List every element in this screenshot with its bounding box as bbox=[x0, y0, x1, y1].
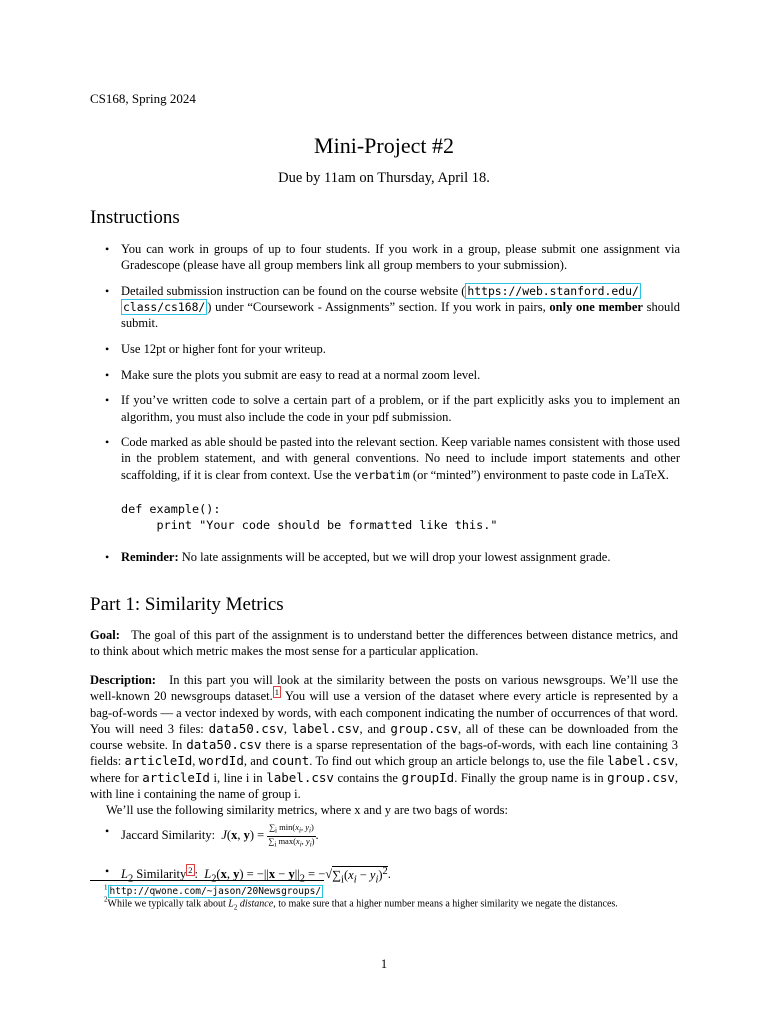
page-number: 1 bbox=[380, 957, 388, 971]
bullet-icon: • bbox=[105, 864, 110, 879]
bullet-icon: • bbox=[105, 435, 110, 450]
part1-heading: Part 1: Similarity Metrics bbox=[90, 594, 284, 615]
course-website-link[interactable]: https://web.stanford.edu/ bbox=[467, 283, 639, 298]
bullet-icon: • bbox=[105, 342, 110, 357]
list-item: • Code marked as able should be pasted into the relevant section. Keep variable names consistent with those used in the problem statement, and with general conventions. No need to include import statements and other scaffolding, if it is clear from context. Use the verbatim (or “minted”) environment to paste code in LaTeX. def example(): print "Your code should be formatted like this." bbox=[105, 435, 680, 533]
bullet-icon: • bbox=[105, 242, 110, 256]
goal-paragraph: Goal: The goal of this part of the assignment is to understand better the differences between distance metrics, and to think about which metric makes the most sense for a particular application. bbox=[90, 628, 679, 659]
bullet-icon: • bbox=[105, 367, 110, 382]
footnote-ref-2[interactable]: 2 bbox=[188, 865, 193, 876]
list-item: • You can work in groups of up to four students. If you work in a group, please submit one assignment via Gradescope (please have all group members link all group members to your submission). bbox=[105, 242, 680, 273]
list-item: • Detailed submission instruction can be found on the course website ( https://web.stanford.edu/ class/cs168/ ) under “Coursework - Assignments” section. If you work in pairs, only one member should submit. bbox=[105, 283, 680, 331]
jaccard-formula: $\frac{\sum_i \min(x_i, y_i)}{\sum_i \max(x_i, y_i)}$ bbox=[268, 822, 315, 849]
description-paragraph: Description: In this part you will look at the similarity between the posts on various newsgroups. We’ll use the well-known 20 newsgroups dataset. $^1$ You will use a version of the dataset where every article is represented by a bag-of-words — a vector indexed by words, with each component indicating the number of occurrences of that word. You will need 3 files: data50.csv, label.csv, and group.csv, all of these can be downloaded from the course website. In data50.csv there is a sparse representation of the bags-of-words, with each line containing 3 fields: articleId, wordId, and count. To find out which group an article belongs to, use the file label.csv, where for articleId i, line i in label.csv contains the groupId. Finally the group name is in group.csv, with line i containing the name of group i. We’ll use the following similarity metrics, where x and y are two bags of words: bbox=[90, 673, 679, 818]
list-item-l2: • $L_2$ Similarity $^2$ : $L_2(x$, $y) = -||x - y||_2 = -√\sum_i(x_i - y_i)^2$. bbox=[105, 864, 391, 886]
due-date: Due by 11am on Thursday, April 18. bbox=[278, 170, 490, 186]
footnote-rule bbox=[90, 880, 324, 881]
list-item: • Make sure the plots you submit are easy to read at a normal zoom level. bbox=[105, 367, 481, 382]
page-title: Mini-Project #2 bbox=[314, 133, 454, 158]
list-item: • If you’ve written code to solve a certain part of a problem, or if the part explicitly asks you to implement an algorithm, you must also include the code in your pdf submission. bbox=[105, 393, 680, 424]
bullet-icon: • bbox=[105, 824, 110, 838]
bullet-icon: • bbox=[105, 393, 110, 408]
list-item: • Use 12pt or higher font for your writeup. bbox=[105, 342, 326, 357]
list-item-jaccard: • Jaccard Similarity: J(x, y) = $\frac{\sum_i \min(x_i, y_i)}{\sum_i \max(x_i, y_i)}$ . bbox=[105, 822, 319, 849]
footnote-1: $^1$ http://qwone.com/~jason/20Newsgroups/ bbox=[104, 884, 322, 898]
bullet-icon: • bbox=[105, 283, 110, 298]
footnote-2: $^2$While we typically talk about $L_2$ distance, to make sure that a higher number means a higher similarity we negate the distances. bbox=[104, 896, 618, 912]
footnote-ref-1[interactable]: 1 bbox=[274, 687, 279, 698]
dataset-link[interactable]: http://qwone.com/~jason/20Newsgroups/ bbox=[109, 886, 322, 898]
course-website-link-cont[interactable]: class/cs168/ bbox=[123, 300, 206, 315]
metrics-intro: We’ll use the following similarity metrics, where x and y are two bags of words: bbox=[106, 803, 509, 818]
code-example: def example(): print "Your code should be formatted like this." bbox=[121, 502, 498, 533]
instructions-list bbox=[90, 241, 680, 575]
instructions-heading: Instructions bbox=[90, 207, 180, 228]
list-item: • Reminder: No late assignments will be accepted, but we will drop your lowest assignment grade. bbox=[105, 550, 611, 565]
bullet-icon: • bbox=[105, 550, 110, 565]
course-header: CS168, Spring 2024 bbox=[90, 91, 196, 106]
